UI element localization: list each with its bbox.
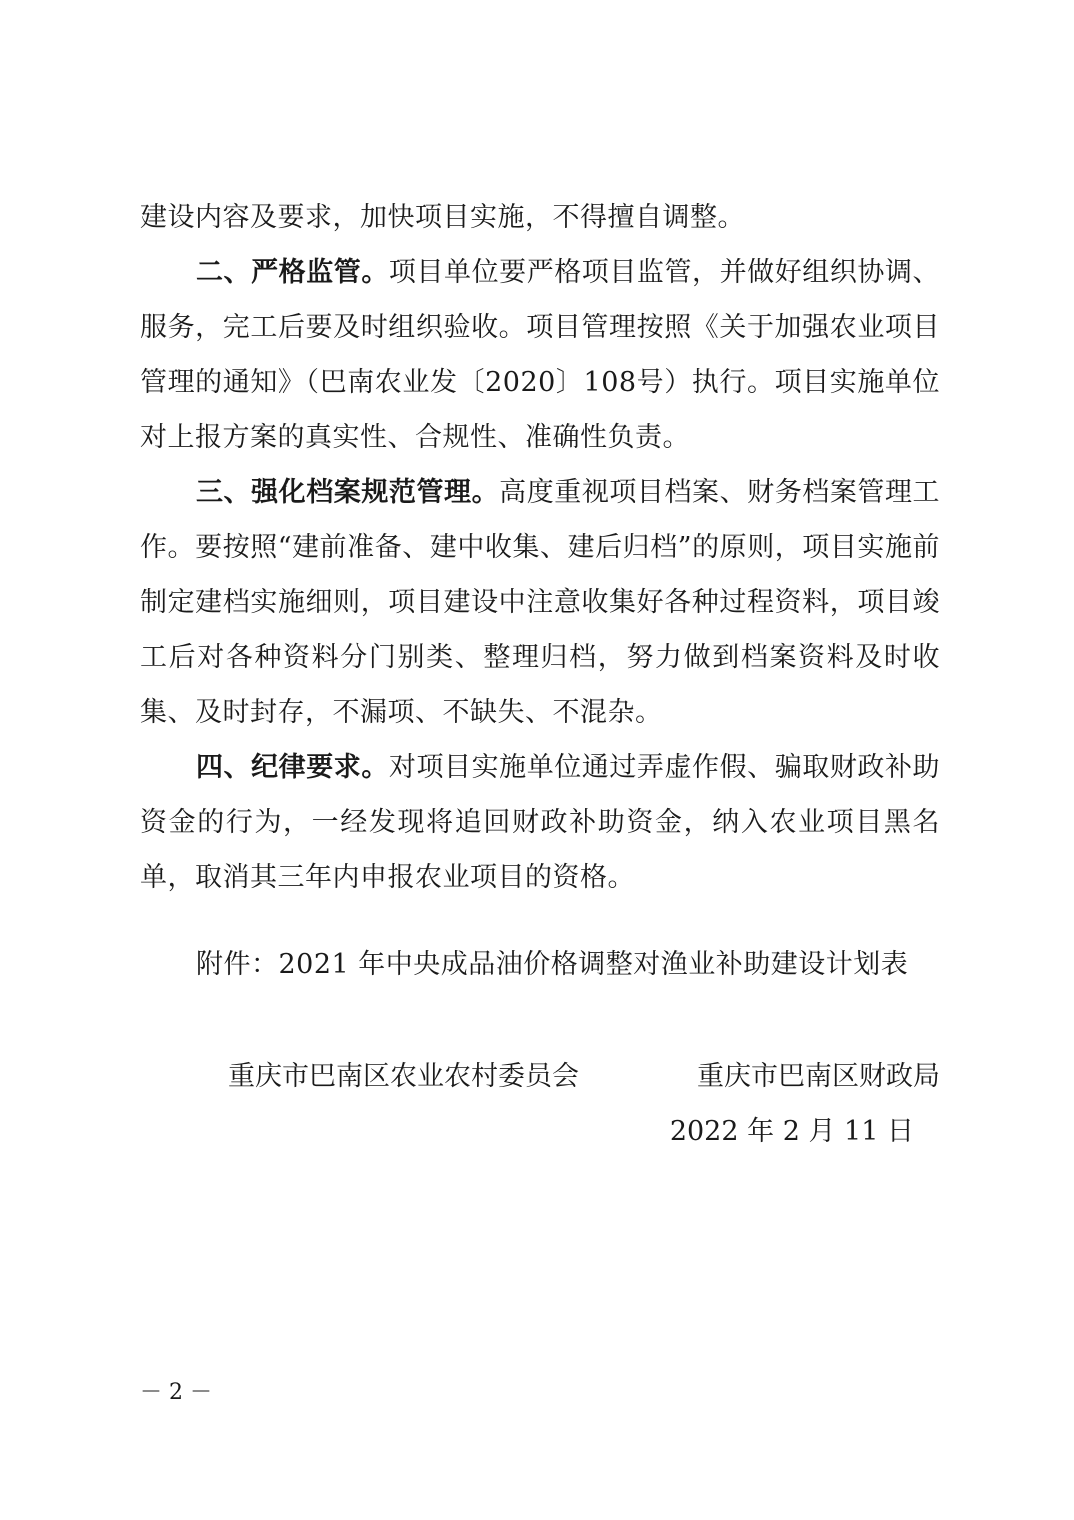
section-heading-discipline: 四、纪律要求。: [196, 752, 389, 783]
signature-org-agriculture: 重庆市巴南区农业农村委员会: [228, 1061, 579, 1092]
paragraph-supervision: [140, 245, 940, 465]
section-body-supervision: 项目单位要严格项目监管，并做好组织协调、服务，完工后要及时组织验收。项目管理按照《关于加强农业项目管理的通知》（巴南农业发〔2020〕108号）执行。项目实施单位对上报方案的真实性、合规性、准确性负责。: [140, 257, 941, 453]
paragraph-archives: [140, 465, 940, 740]
section-heading-archives: 三、强化档案规范管理。: [196, 477, 500, 508]
paragraph-discipline: [140, 740, 940, 905]
document-body: [140, 190, 940, 992]
section-heading-supervision: 二、严格监管。: [196, 257, 389, 288]
paragraph-continuation: 建设内容及要求，加快项目实施，不得擅自调整。: [140, 202, 745, 233]
section-body-archives: 高度重视项目档案、财务档案管理工作。要按照“建前准备、建中收集、建后归档”的原则，项目实施前制定建档实施细则，项目建设中注意收集好各种过程资料，项目竣工后对各种资料分门别类、整理归档，努力做到档案资料及时收集、及时封存，不漏项、不缺失、不混杂。: [140, 477, 941, 728]
attachment-line: 附件：2021 年中央成品油价格调整对渔业补助建设计划表: [196, 949, 909, 980]
signature-org-finance: 重庆市巴南区财政局: [697, 1061, 940, 1092]
page-number: － 2 －: [140, 1380, 212, 1405]
signature-date: 2022 年 2 月 11 日: [669, 1116, 914, 1147]
section-body-discipline: 对项目实施单位通过弄虚作假、骗取财政补助资金的行为，一经发现将追回财政补助资金，纳入农业项目黑名单，取消其三年内申报农业项目的资格。: [140, 752, 941, 893]
signature-block: [228, 1057, 940, 1097]
